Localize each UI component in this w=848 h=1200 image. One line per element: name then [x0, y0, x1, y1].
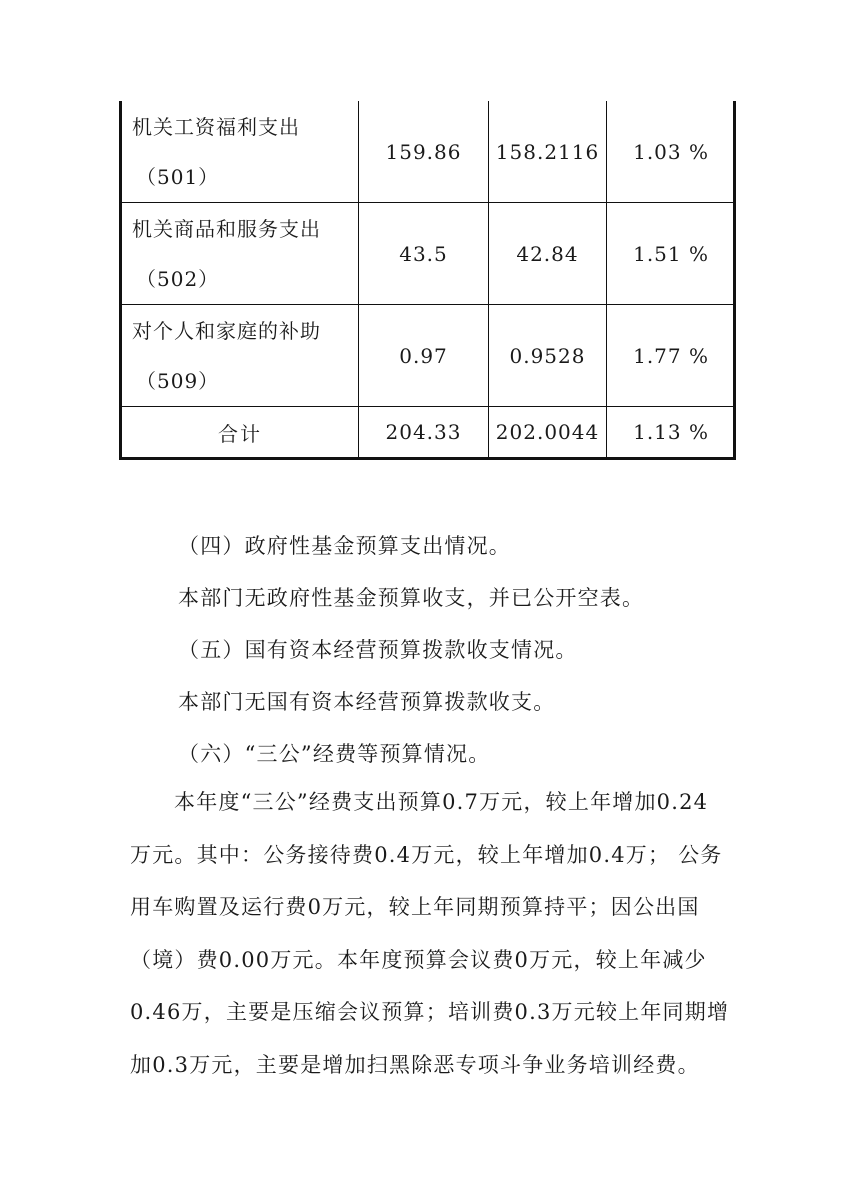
prior-value: 0.9528	[489, 305, 607, 407]
prior-value: 158.2116	[489, 101, 607, 203]
total-label: 合计	[121, 407, 359, 459]
change-percent: 1.03 %	[607, 101, 735, 203]
item-name-cell	[121, 203, 359, 305]
table-row	[121, 101, 735, 203]
paragraph-line: 加0.3万元，主要是增加扫黑除恶专项斗争业务培训经费。	[130, 1052, 700, 1077]
item-name: 对个人和家庭的补助	[132, 318, 321, 343]
total-prior-value: 202.0044	[489, 407, 607, 459]
item-code: （502）	[136, 266, 220, 291]
section-5-heading: （五）国有资本经营预算拨款收支情况。	[178, 638, 578, 662]
table-row	[121, 305, 735, 407]
paragraph-line: （境）费0.00万元。本年度预算会议费0万元，较上年减少	[130, 947, 707, 972]
paragraph-line: 0.46万，主要是压缩会议预算；培训费0.3万元较上年同期增	[130, 1000, 730, 1025]
prior-value: 42.84	[489, 203, 607, 305]
budget-expenditure-table	[119, 101, 736, 460]
item-code: （501）	[136, 164, 220, 189]
budget-value: 159.86	[359, 101, 489, 203]
item-name-cell	[121, 101, 359, 203]
paragraph-line: 本年度“三公”经费支出预算0.7万元，较上年增加0.24	[174, 790, 709, 814]
item-name-cell	[121, 305, 359, 407]
three-public-paragraph	[130, 776, 750, 1092]
paragraph-line: 万元。其中：公务接待费0.4万元，较上年增加0.4万； 公务	[130, 842, 723, 867]
change-percent: 1.51 %	[607, 203, 735, 305]
table-row	[121, 203, 735, 305]
section-4-heading: （四）政府性基金预算支出情况。	[178, 534, 511, 558]
table-total-row	[121, 407, 735, 459]
section-4-body: 本部门无政府性基金预算收支，并已公开空表。	[178, 586, 645, 610]
item-name: 机关商品和服务支出	[132, 216, 321, 241]
section-5-body: 本部门无国有资本经营预算拨款收支。	[178, 690, 556, 714]
total-change-percent: 1.13 %	[607, 407, 735, 459]
change-percent: 1.77 %	[607, 305, 735, 407]
section-6-heading: （六）“三公”经费等预算情况。	[178, 742, 491, 766]
item-code: （509）	[136, 368, 220, 393]
item-name: 机关工资福利支出	[132, 114, 300, 139]
budget-value: 0.97	[359, 305, 489, 407]
paragraph-line: 用车购置及运行费0万元，较上年同期预算持平；因公出国	[130, 895, 700, 920]
budget-value: 43.5	[359, 203, 489, 305]
total-budget-value: 204.33	[359, 407, 489, 459]
